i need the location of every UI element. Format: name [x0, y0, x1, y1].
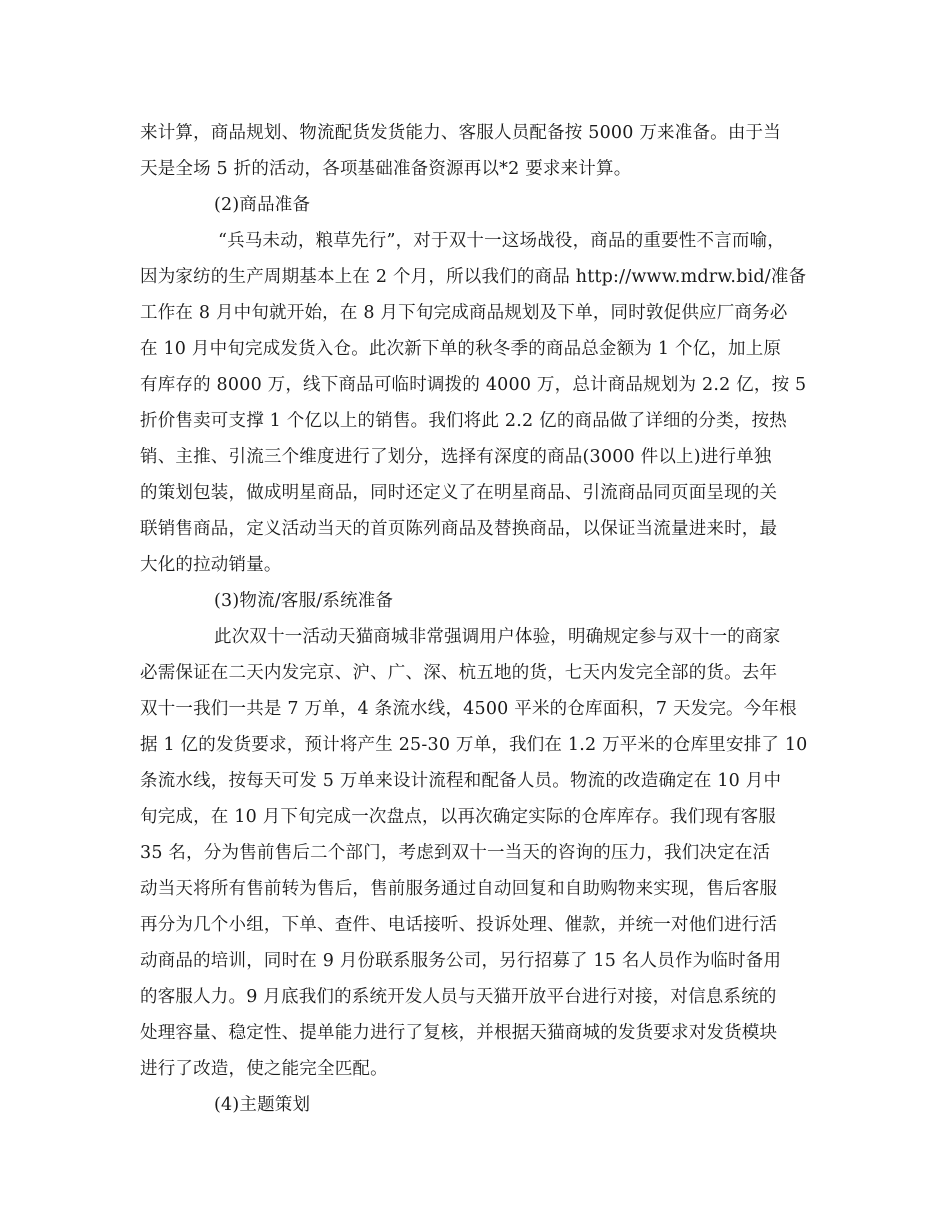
body-text-line: 来计算，商品规划、物流配货发货能力、客服人员配备按 5000 万来准备。由于当 [140, 123, 781, 143]
body-text-line: 在 10 月中旬完成发货入仓。此次新下单的秋冬季的商品总金额为 1 个亿，加上原 [140, 339, 782, 359]
paragraph-first-line: “兵马未动，粮草先行”，对于双十一这场战役，商品的重要性不言而喻， [218, 231, 785, 251]
body-text-line: 动商品的培训，同时在 9 月份联系服务公司，另行招募了 15 名人员作为临时备用 [140, 951, 782, 971]
section-heading-theme: (4)主题策划 [214, 1095, 311, 1115]
body-text-line: 处理容量、稳定性、提单能力进行了复核，并根据天猫商城的发货要求对发货模块 [140, 1023, 778, 1043]
body-text-line: 必需保证在二天内发完京、沪、广、深、杭五地的货，七天内发完全部的货。去年 [140, 663, 778, 683]
body-text-line: 的策划包装，做成明星商品，同时还定义了在明星商品、引流商品同页面呈现的关 [140, 483, 778, 503]
body-text-line: 有库存的 8000 万，线下商品可临时调拨的 4000 万，总计商品规划为 2.2 亿，按 5 [140, 375, 807, 395]
body-text-line: 因为家纺的生产周期基本上在 2 个月，所以我们的商品 http://www.mdrw.bid/准备 [140, 267, 807, 287]
body-text-line: 动当天将所有售前转为售后，售前服务通过自动回复和自助购物来实现，售后客服 [140, 879, 778, 899]
body-text-line: 工作在 8 月中旬就开始，在 8 月下旬完成商品规划及下单，同时敦促供应厂商务必 [140, 303, 788, 323]
body-text-line: 折价售卖可支撑 1 个亿以上的销售。我们将此 2.2 亿的商品做了详细的分类，按热 [140, 411, 787, 431]
body-text-line: 再分为几个小组，下单、查件、电话接听、投诉处理、催款，并统一对他们进行活 [140, 915, 778, 935]
body-text-line: 销、主推、引流三个维度进行了划分，选择有深度的商品(3000 件以上)进行单独 [140, 447, 772, 467]
section-heading-logistics: (3)物流/客服/系统准备 [214, 591, 394, 611]
body-text-line: 旬完成，在 10 月下旬完成一次盘点，以再次确定实际的仓库库存。我们现有客服 [140, 807, 776, 827]
body-text-line: 35 名，分为售前售后二个部门，考虑到双十一当天的咨询的压力，我们决定在活 [140, 843, 771, 863]
body-text-line: 进行了改造，使之能完全匹配。 [140, 1059, 388, 1079]
section-heading-product-prep: (2)商品准备 [214, 195, 311, 215]
paragraph-first-line: 此次双十一活动天猫商城非常强调用户体验，明确规定参与双十一的商家 [214, 627, 781, 647]
body-text-line: 联销售商品，定义活动当天的首页陈列商品及替换商品，以保证当流量进来时，最 [140, 519, 778, 539]
body-text-line: 据 1 亿的发货要求，预计将产生 25-30 万单，我们在 1.2 万平米的仓库里安排了 10 [140, 735, 808, 755]
body-text-line: 大化的拉动销量。 [140, 555, 282, 575]
body-text-line: 的客服人力。9 月底我们的系统开发人员与天猫开放平台进行对接，对信息系统的 [140, 987, 777, 1007]
body-text-line: 条流水线，按每天可发 5 万单来设计流程和配备人员。物流的改造确定在 10 月中 [140, 771, 782, 791]
body-text-line: 天是全场 5 折的活动，各项基础准备资源再以*2 要求来计算。 [140, 159, 632, 179]
body-text-line: 双十一我们一共是 7 万单，4 条流水线，4500 平米的仓库面积，7 天发完。今年根 [140, 699, 797, 719]
